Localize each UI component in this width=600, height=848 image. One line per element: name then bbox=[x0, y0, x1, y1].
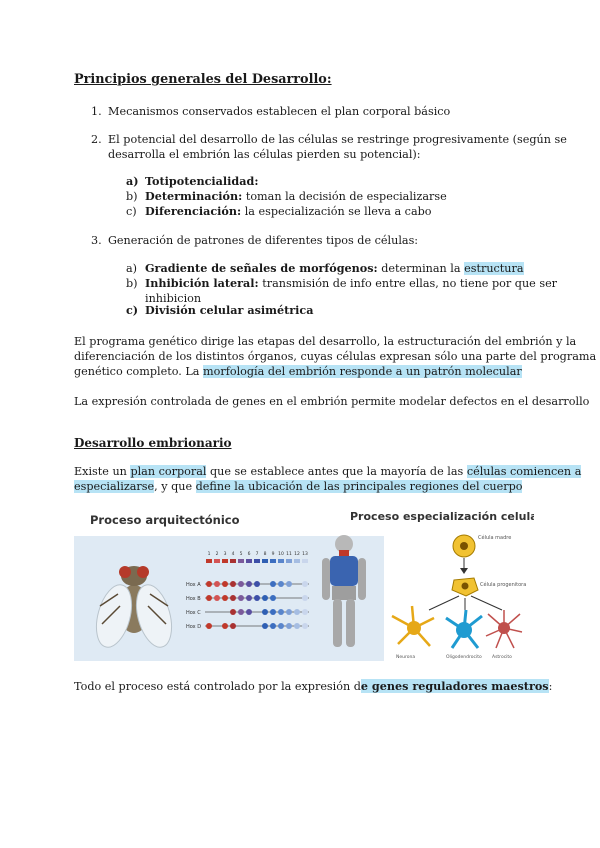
paragraph-text: Todo el proceso está controlado por la expresión d bbox=[74, 680, 361, 693]
hox-color-key bbox=[270, 559, 276, 563]
hox-gene bbox=[262, 609, 268, 615]
hox-gene bbox=[302, 581, 308, 587]
section-title-principios: Principios generales del Desarrollo: bbox=[74, 72, 332, 87]
highlight-text: e genes reguladores maestros bbox=[360, 679, 549, 693]
hox-gene bbox=[254, 581, 260, 587]
list-number: 2. bbox=[91, 133, 102, 146]
paragraph-line bbox=[74, 479, 522, 494]
sub-item bbox=[145, 261, 524, 276]
hox-number: 10 bbox=[278, 552, 284, 557]
hox-gene bbox=[286, 581, 292, 587]
paragraph-line: diferenciación de los distintos órganos, cuyas células expresan sólo una parte del programa bbox=[74, 350, 597, 363]
astrocyte-cell bbox=[486, 610, 522, 648]
hox-number: 1 bbox=[207, 552, 211, 557]
hox-number: 2 bbox=[215, 552, 219, 557]
sub-item bbox=[145, 303, 313, 318]
sub-item-term: Inhibición lateral: bbox=[145, 276, 259, 290]
hox-gene bbox=[294, 609, 300, 615]
hox-gene bbox=[294, 623, 300, 629]
hox-color-key bbox=[294, 559, 300, 563]
hox-number: 9 bbox=[271, 552, 275, 557]
figure-left-title: Proceso arquitectónico bbox=[90, 513, 240, 527]
sub-item-term: Diferenciación: bbox=[145, 204, 242, 218]
hox-color-key bbox=[206, 559, 212, 563]
hox-gene bbox=[238, 609, 244, 615]
paragraph-text: : bbox=[548, 680, 553, 693]
figure-right-title: Proceso especialización celular bbox=[350, 510, 534, 523]
highlight-text: especializarse bbox=[74, 480, 155, 493]
paragraph-text: genético completo. La bbox=[74, 365, 204, 378]
hox-number: 12 bbox=[294, 552, 300, 557]
hox-gene bbox=[270, 595, 276, 601]
sub-letter: b) bbox=[126, 277, 138, 290]
hox-gene bbox=[270, 609, 276, 615]
paragraph-line bbox=[74, 364, 522, 379]
sub-item-term: Gradiente de señales de morfógenos: bbox=[145, 261, 378, 275]
hox-gene bbox=[214, 595, 220, 601]
hox-row-label: Hox D bbox=[186, 624, 202, 630]
hox-number: 13 bbox=[302, 552, 308, 557]
hox-gene bbox=[238, 581, 244, 587]
sub-item-continuation: inhibicion bbox=[145, 292, 202, 305]
oligodendrocyte-cell bbox=[446, 610, 482, 648]
hox-gene bbox=[302, 609, 308, 615]
hox-row-label: Hox C bbox=[186, 610, 201, 616]
neuron-cell bbox=[392, 606, 434, 646]
hox-gene bbox=[302, 623, 308, 629]
cell-label-stem: Célula madre bbox=[478, 535, 512, 541]
hox-number: 3 bbox=[223, 552, 227, 557]
list-item-text: Mecanismos conservados establecen el plan corporal básico bbox=[108, 105, 451, 118]
hox-gene bbox=[278, 609, 284, 615]
sub-item bbox=[145, 276, 557, 291]
list-number: 3. bbox=[91, 234, 102, 247]
hox-gene bbox=[270, 581, 276, 587]
sub-item-desc: transmisión de info entre ellas, no tiene por que ser bbox=[258, 277, 558, 290]
hox-color-key bbox=[230, 559, 236, 563]
paragraph-line bbox=[74, 464, 581, 479]
list-item-text: El potencial del desarrollo de las células se restringe progresivamente (según se bbox=[108, 133, 567, 146]
sub-item-term: Totipotencialidad: bbox=[145, 174, 259, 188]
list-item-text: Generación de patrones de diferentes tipos de células: bbox=[108, 234, 419, 247]
hox-color-key bbox=[286, 559, 292, 563]
hox-number: 8 bbox=[263, 552, 267, 557]
hox-gene bbox=[254, 595, 260, 601]
cell-specialization-diagram bbox=[392, 534, 526, 660]
highlight-text: define la ubicación de las principales regiones del cuerpo bbox=[195, 480, 523, 493]
hox-number: 4 bbox=[231, 552, 235, 557]
hox-gene bbox=[278, 623, 284, 629]
hox-gene bbox=[214, 581, 220, 587]
cell-label-progenitor: Célula progenitora bbox=[480, 582, 527, 588]
highlight-text: células comiencen a bbox=[466, 465, 582, 478]
hox-number: 7 bbox=[255, 552, 259, 557]
sub-item-desc: toman la decisión de especializarse bbox=[242, 190, 447, 203]
paragraph-text: , y que bbox=[154, 480, 196, 493]
hox-gene bbox=[246, 595, 252, 601]
hox-gene bbox=[206, 595, 212, 601]
sub-letter: a) bbox=[126, 174, 139, 188]
hox-color-key bbox=[222, 559, 228, 563]
hox-gene bbox=[262, 595, 268, 601]
hox-number: 11 bbox=[286, 552, 292, 557]
hox-gene bbox=[230, 595, 236, 601]
figure-embedded bbox=[74, 506, 534, 661]
hox-gene bbox=[222, 581, 228, 587]
paragraph-line: La expresión controlada de genes en el embrión permite modelar defectos en el desarrollo bbox=[74, 395, 590, 408]
hox-color-key bbox=[214, 559, 220, 563]
hox-color-key bbox=[254, 559, 260, 563]
hox-gene bbox=[270, 623, 276, 629]
sub-letter: b) bbox=[126, 190, 138, 203]
paragraph-text: Existe un bbox=[74, 465, 131, 478]
hox-gene bbox=[278, 581, 284, 587]
highlight-text: plan corporal bbox=[130, 465, 207, 478]
hox-gene bbox=[302, 595, 308, 601]
hox-number: 5 bbox=[239, 552, 243, 557]
hox-gene bbox=[230, 581, 236, 587]
hox-color-key bbox=[262, 559, 268, 563]
cell-label-astro: Astrocito bbox=[492, 655, 512, 660]
sub-item-desc: determinan la bbox=[377, 262, 465, 275]
section-title-desarrollo: Desarrollo embrionario bbox=[74, 436, 232, 450]
hox-gene bbox=[222, 623, 228, 629]
list-item-text: desarrolla el embrión las células pierden su potencial): bbox=[108, 148, 421, 161]
sub-item-desc: la especialización se lleva a cabo bbox=[241, 205, 432, 218]
list-number: 1. bbox=[91, 105, 102, 118]
hox-gene bbox=[286, 609, 292, 615]
highlight-text: morfología del embrión responde a un patrón molecular bbox=[203, 365, 522, 378]
hox-row-label: Hox A bbox=[186, 582, 201, 588]
sub-letter: a) bbox=[126, 262, 138, 275]
cell-label-neuron: Neurona bbox=[396, 655, 416, 660]
hox-gene bbox=[230, 623, 236, 629]
cell-label-oligo: Oligodendrocito bbox=[446, 655, 482, 660]
hox-gene bbox=[262, 623, 268, 629]
sub-item bbox=[145, 189, 447, 204]
hox-gene bbox=[222, 595, 228, 601]
hox-color-key bbox=[246, 559, 252, 563]
sub-item-term: Determinación: bbox=[145, 189, 243, 203]
hox-number: 6 bbox=[247, 552, 251, 557]
hox-gene bbox=[230, 609, 236, 615]
hox-color-key bbox=[278, 559, 284, 563]
hox-gene bbox=[238, 595, 244, 601]
sub-item bbox=[145, 204, 432, 219]
hox-gene bbox=[206, 581, 212, 587]
highlight-text: estructura bbox=[464, 262, 524, 275]
hox-gene bbox=[286, 623, 292, 629]
hox-gene bbox=[246, 609, 252, 615]
hox-color-key bbox=[302, 559, 308, 563]
figure-svg bbox=[74, 506, 534, 661]
sub-item bbox=[145, 174, 258, 189]
hox-gene bbox=[206, 623, 212, 629]
paragraph-line: El programa genético dirige las etapas del desarrollo, la estructuración del embrión y la bbox=[74, 335, 577, 348]
sub-item-term: División celular asimétrica bbox=[145, 303, 314, 317]
paragraph-line bbox=[74, 679, 552, 694]
sub-letter: c) bbox=[126, 303, 139, 317]
hox-gene bbox=[246, 581, 252, 587]
sub-letter: c) bbox=[126, 205, 137, 218]
hox-row-label: Hox B bbox=[186, 596, 201, 602]
paragraph-text: que se establece antes que la mayoría de las bbox=[206, 465, 467, 478]
hox-color-key bbox=[238, 559, 244, 563]
